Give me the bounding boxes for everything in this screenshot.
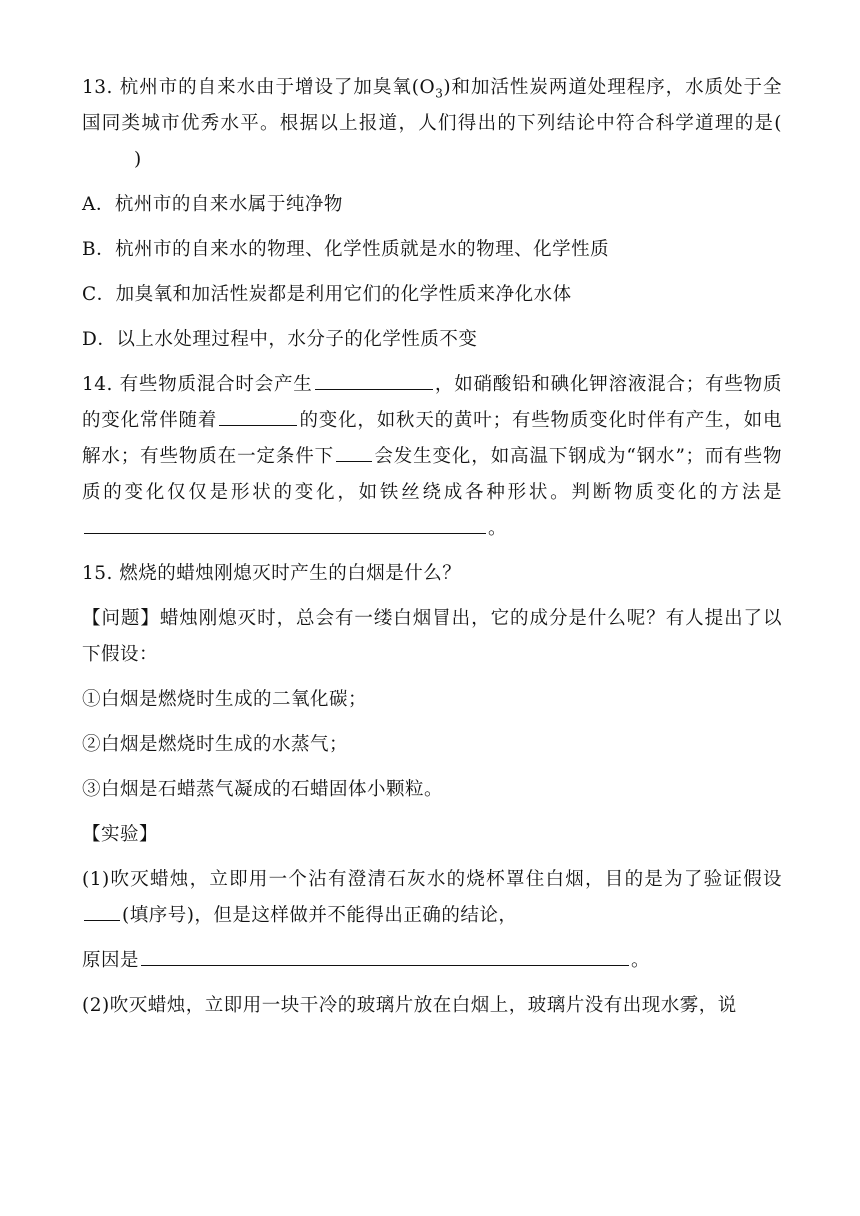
q13-subscript: 3 — [435, 86, 444, 101]
fill-blank-5[interactable] — [84, 898, 120, 921]
hypothesis-2: ②白烟是燃烧时生成的水蒸气； — [82, 734, 349, 755]
fill-blank-4[interactable] — [84, 511, 486, 534]
q13-stem-b: )和加活性炭两道处理程序，水质处于全国同类城市优秀水平。根据以上报道，人们得出的下列结论中符合科学道理的是( — [82, 77, 783, 134]
question-14 — [82, 367, 782, 547]
reason-label: 原因是 — [82, 950, 140, 971]
exp1-text-b: (填序号)，但是这样做并不能得出正确的结论， — [122, 905, 518, 926]
q14-text-3: 的变化，如秋天的黄叶；有些物质变化时伴有产生，如电解水；有些物质在一定条件下 — [82, 410, 782, 467]
option-b: B．杭州市的自来水的物理、化学性质就是水的物理、化学性质 — [82, 239, 610, 260]
option-c: C．加臭氧和加活性炭都是利用它们的化学性质来净化水体 — [82, 284, 572, 305]
option-d: D．以上水处理过程中，水分子的化学性质不变 — [82, 329, 478, 350]
q15-problem: 【问题】蜡烛刚熄灭时，总会有一缕白烟冒出，它的成分是什么呢？有人提出了以下假设： — [82, 608, 782, 665]
option-a: A．杭州市的自来水属于纯净物 — [82, 194, 343, 215]
q13-stem-a: 13. 杭州市的自来水由于增设了加臭氧(O — [82, 77, 436, 98]
experiment-1 — [82, 862, 782, 934]
question-15-title: 15. 燃烧的蜡烛刚熄灭时产生的白烟是什么？ — [82, 563, 462, 584]
fill-blank-2[interactable] — [219, 403, 297, 426]
fill-blank-3[interactable] — [336, 439, 372, 462]
q14-text-1: 14. 有些物质混合时会产生 — [82, 374, 313, 395]
q14-text-2: ，如硝酸铅和碘化钾溶液混合；有些物质的变化常伴随着 — [82, 374, 782, 431]
q13-stem-c: ) — [134, 149, 142, 170]
fill-blank-6[interactable] — [141, 943, 629, 966]
exp1-text-a: (1)吹灭蜡烛，立即用一个沾有澄清石灰水的烧杯罩住白烟，目的是为了验证假设 — [82, 869, 782, 890]
fill-blank-1[interactable] — [315, 367, 433, 390]
hypothesis-3: ③白烟是石蜡蒸气凝成的石蜡固体小颗粒。 — [82, 779, 444, 800]
experiment-label: 【实验】 — [82, 824, 159, 845]
hypothesis-1: ①白烟是燃烧时生成的二氧化碳； — [82, 689, 368, 710]
experiment-1-reason — [82, 943, 782, 979]
q14-text-5: 。 — [488, 518, 508, 539]
q14-text-4: 会发生变化，如高温下钢成为“钢水”；而有些物质的变化仅仅是形状的变化，如铁丝绕成各种形状。判断物质变化的方法是 — [82, 446, 782, 503]
experiment-2: (2)吹灭蜡烛，立即用一块干冷的玻璃片放在白烟上，玻璃片没有出现水雾，说 — [82, 995, 737, 1016]
question-13 — [82, 70, 782, 178]
reason-end: 。 — [631, 950, 651, 971]
document-page — [82, 70, 782, 1033]
